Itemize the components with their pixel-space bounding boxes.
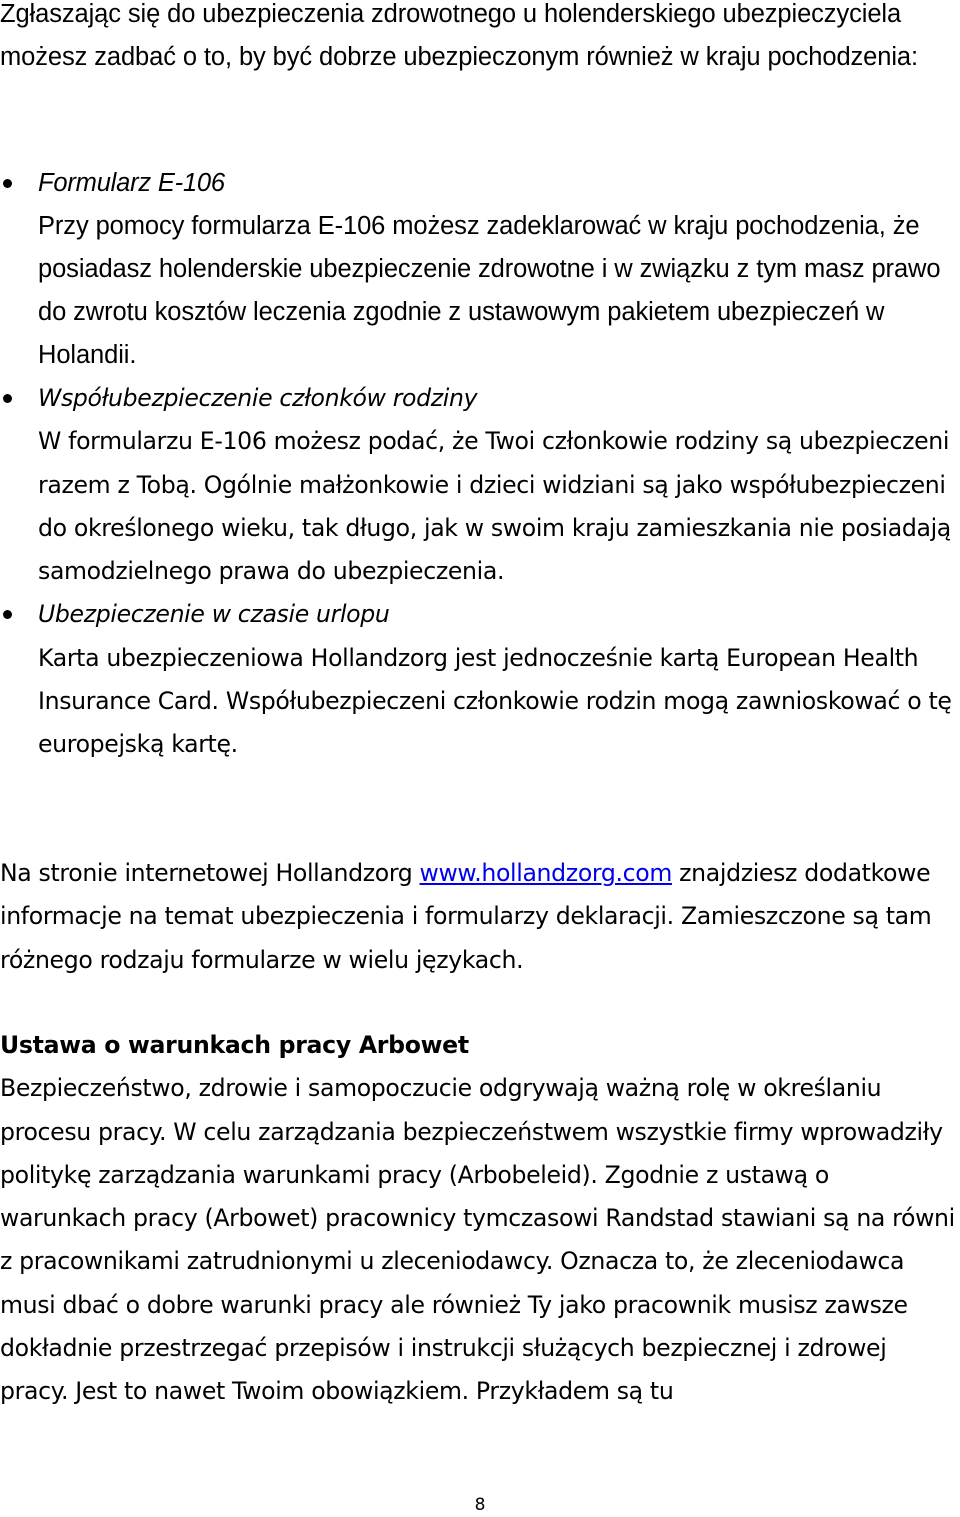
arbowet-section [0, 1024, 960, 1414]
hollandzorg-link[interactable]: www.hollandzorg.com [419, 859, 672, 887]
section-body: Bezpieczeństwo, zdrowie i samopoczucie odgrywają ważną rolę w określaniu procesu pracy. W celu zarządzania bezpieczeństwem wszystkie firmy wprowadziły politykę zarządzania warunkami pracy (Arbobeleid). Zgodnie z ustawą o warunkach pracy (Arbowet) pracownicy tymczasowi Randstad stawiani są na równi z pracownikami zatrudnionymi u zleceniodawcy. Oznacza to, że zleceniodawca musi dbać o dobre warunki pracy ale również Ty jako pracownik musisz zawsze dokładnie przestrzegać przepisów i instrukcji służących bezpiecznej i zdrowej pracy. Jest to nawet Twoim obowiązkiem. Przykładem są tu [0, 1074, 955, 1406]
bullet-body: Karta ubezpieczeniowa Hollandzorg jest jednocześnie kartą European Health Insurance Card. Współubezpieczeni członkowie rodzin mogą zawnioskować o tę europejską kartę. [38, 643, 952, 759]
website-text-after: znajdziesz dodatkowe informacje na temat ubezpieczenia i formularzy deklaracji. Zamieszczone są tam różnego rodzaju formularze w wielu językach. [0, 859, 932, 974]
bullet-title: Formularz E-106 [38, 169, 225, 197]
bullet-list [0, 162, 960, 767]
bullet-item-family-coinsurance [0, 377, 960, 593]
website-text-before: Na stronie internetowej Hollandzorg [0, 859, 420, 887]
intro-paragraph: Zgłaszając się do ubezpieczenia zdrowotnego u holenderskiego ubezpieczyciela możesz zadbać o to, by być dobrze ubezpieczonym również w kraju pochodzenia: [0, 0, 918, 71]
bullet-dot-icon [3, 610, 12, 619]
website-paragraph [0, 852, 960, 982]
bullet-body: Przy pomocy formularza E-106 możesz zadeklarować w kraju pochodzenia, że posiadasz holenderskie ubezpieczenie zdrowotne i w związku z tym masz prawo do zwrotu kosztów leczenia zgodnie z ustawowym pakietem ubezpieczeń w Holandii. [38, 212, 941, 369]
bullet-item-holiday-insurance [0, 593, 960, 766]
page-number: 8 [474, 1495, 486, 1515]
bullet-title: Współubezpieczenie członków rodziny [38, 384, 478, 412]
section-heading: Ustawa o warunkach pracy Arbowet [0, 1031, 469, 1059]
bullet-title: Ubezpieczenie w czasie urlopu [38, 600, 390, 629]
bullet-item-form-e106 [0, 162, 960, 377]
bullet-dot-icon [3, 179, 12, 188]
bullet-body: W formularzu E-106 możesz podać, że Twoi członkowie rodziny są ubezpieczeni razem z Tobą. Ogólnie małżonkowie i dzieci widziani są jako współubezpieczeni do określonego wieku, tak długo, jak w swoim kraju zamieszkania nie posiadają samodzielnego prawa do ubezpieczenia. [38, 427, 951, 586]
bullet-dot-icon [3, 394, 12, 403]
